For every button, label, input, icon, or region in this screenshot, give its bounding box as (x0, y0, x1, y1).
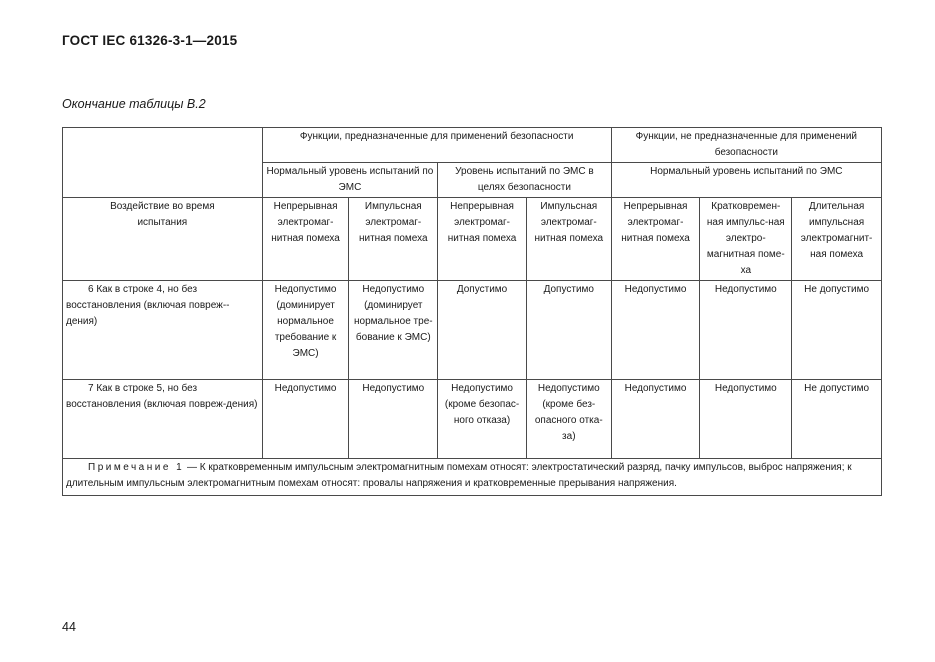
column-header: Импульсная электромаг-нитная помеха (526, 198, 611, 281)
table-cell: Недопустимо (кроме без-опасного отка-за) (526, 380, 611, 459)
table-cell: Недопустимо (кроме безопас-ного отказа) (438, 380, 527, 459)
table-cell: Допустимо (526, 281, 611, 380)
row-header-impact: Воздействие во время испытания (63, 198, 263, 281)
row-label: 7 Как в строке 5, но без восстановления (включая повреж-дения) (63, 380, 263, 459)
table-cell: Недопустимо (доминирует нормальное тре-бование к ЭМС) (349, 281, 438, 380)
table-cell: Недопустимо (700, 380, 792, 459)
table-row (63, 281, 882, 380)
table-cell: Недопустимо (доминирует нормальное требование к ЭМС) (262, 281, 349, 380)
header-empty-cell (63, 128, 263, 198)
table-cell: Недопустимо (262, 380, 349, 459)
column-header: Импульсная электромаг-нитная помеха (349, 198, 438, 281)
row-label: 6 Как в строке 4, но без восстановления (включая повреж--дения) (63, 281, 263, 380)
table-cell: Не допустимо (792, 380, 882, 459)
column-header: Непрерывная электромаг-нитная помеха (438, 198, 527, 281)
table-cell: Недопустимо (611, 281, 700, 380)
table-cell: Не допустимо (792, 281, 882, 380)
group-header-safety: Функции, предназначенные для применений безопасности (262, 128, 611, 163)
document-header: ГОСТ IEC 61326-3-1—2015 (62, 33, 238, 48)
column-header: Длительная импульсная электромагнит-ная помеха (792, 198, 882, 281)
table-cell: Недопустимо (349, 380, 438, 459)
subheader-normal-level-nonsafety: Нормальный уровень испытаний по ЭМС (611, 163, 881, 198)
table-note (63, 459, 882, 496)
column-header: Непрерывная электромаг-нитная помеха (611, 198, 700, 281)
table-row (63, 380, 882, 459)
requirements-table (62, 127, 882, 496)
table-caption: Окончание таблицы В.2 (62, 97, 206, 111)
subheader-normal-level: Нормальный уровень испытаний по ЭМС (262, 163, 437, 198)
note-label: Примечание 1 (88, 462, 185, 473)
subheader-safety-level: Уровень испытаний по ЭМС в целях безопасности (438, 163, 611, 198)
table-cell: Допустимо (438, 281, 527, 380)
note-text: — К кратковременным импульсным электромагнитным помехам относят: электростатический разряд, пачку импульсов, выброс напряжения; к длительным импульсным электромагнитным помехам относят: провалы напряжения и кратковременные прерывания напряжения. (66, 462, 852, 489)
group-header-non-safety: Функции, не предназначенные для применений безопасности (611, 128, 881, 163)
page-number: 44 (62, 620, 76, 634)
column-header: Непрерывная электромаг-нитная помеха (262, 198, 349, 281)
column-header: Кратковремен-ная импульс-ная электро-магнитная поме-ха (700, 198, 792, 281)
table-cell: Недопустимо (700, 281, 792, 380)
table-cell: Недопустимо (611, 380, 700, 459)
